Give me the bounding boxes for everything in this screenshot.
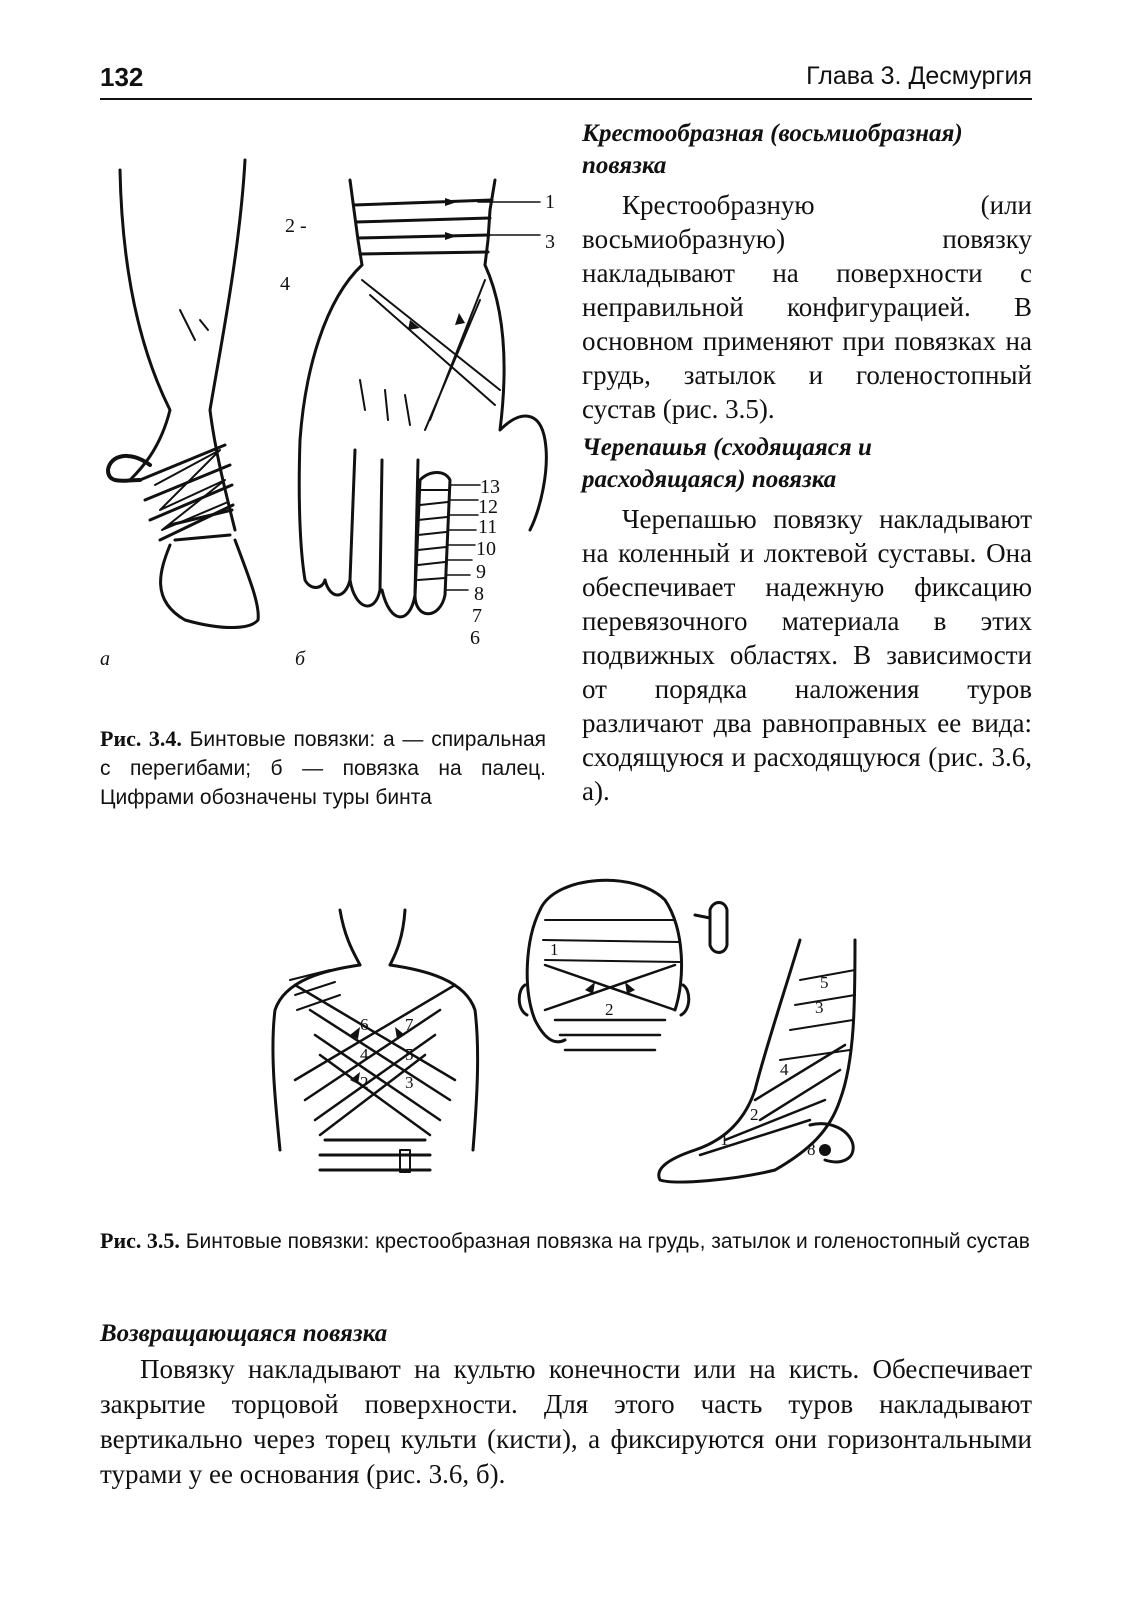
fig35-head-label-2: 2 — [605, 1000, 614, 1019]
fig34-label-7: 7 — [472, 605, 482, 627]
page-number: 132 — [100, 62, 144, 92]
fig34-label-9: 9 — [476, 561, 486, 583]
page-header — [100, 62, 1032, 100]
figure-3-5-caption-label: Рис. 3.5. — [100, 1228, 180, 1253]
figure-3-5-caption — [100, 1226, 1032, 1256]
section-heading-cruciform: Крестообразная (восьмиобразная) повязка — [582, 120, 963, 179]
fig35-head-label-1: 1 — [550, 940, 559, 959]
figure-3-5-caption-text: Бинтовые повязки: крестообразная повязка на грудь, затылок и голеностопный сустав — [185, 1230, 1030, 1253]
fig35-foot-label-4: 4 — [780, 1060, 789, 1079]
fig35-foot-label-5: 5 — [820, 973, 829, 992]
bottom-section — [100, 1318, 1032, 1492]
section-text-returning: Повязку накладывают на культю конечности или на кисть. Обеспечивает закрытие торцовой поверхности. Для этого часть туров накладывают вертикально через торец культи (кисти), а фиксируются они горизонтальными турами у ее основания (рис. 3.6, б). — [100, 1354, 1032, 1489]
figure-3-5 — [255, 870, 885, 1210]
fig34-label-10: 10 — [476, 538, 496, 560]
fig34-label-8: 8 — [474, 583, 484, 605]
fig35-foot-label-1: 1 — [720, 1130, 729, 1149]
fig34-label-1: 1 — [545, 191, 555, 213]
fig34-label-13: 13 — [480, 476, 500, 498]
fig35-chest-label-2: 2 — [360, 1073, 369, 1092]
fig35-foot-label-8: 8 — [807, 1140, 816, 1159]
fig34-label-2: 2 - — [285, 215, 307, 237]
figure-3-4-caption-label: Рис. 3.4. — [100, 726, 182, 751]
fig34-label-11: 11 — [478, 516, 498, 538]
fig35-chest-label-6: 6 — [360, 1015, 369, 1034]
figure-3-4-caption-text: Бинтовые повязки: а — спиральная с перегибами; б — повязка на палец. Цифрами обозначены туры бинта — [100, 728, 546, 809]
fig34-panel-a-label: а — [100, 648, 110, 670]
fig35-foot-label-2: 2 — [750, 1105, 759, 1124]
fig34-panel-b-label: б — [295, 648, 306, 670]
chapter-title: Глава 3. Десмургия — [806, 62, 1032, 90]
figure-3-4-caption — [100, 724, 546, 812]
fig34-label-3: 3 — [545, 231, 555, 253]
section-text-cruciform: Крестообразную (или восьмиобразную) повязку накладывают на поверхности с неправильной конфигурацией. В основном применяют при повязках на грудь, затылок и голеностопный сустав (рис. 3.5). — [582, 190, 1032, 424]
fig35-chest-label-3: 3 — [405, 1073, 414, 1092]
fig35-chest-label-5: 5 — [405, 1045, 414, 1064]
figure-3-4 — [100, 150, 560, 690]
section-heading-turtle: Черепашья (сходящаяся и расходящаяся) повязка — [582, 434, 872, 493]
figure-3-5-illustration — [255, 870, 885, 1210]
fig34-label-4: 4 — [280, 273, 290, 295]
fig34-label-12: 12 — [478, 496, 498, 518]
fig35-chest-label-4: 4 — [360, 1045, 369, 1064]
section-text-turtle: Черепашью повязку накладывают на коленный и локтевой суставы. Она обеспечивает надежную фиксацию перевязочного материала в этих подвижных областях. В зависимости от порядка наложения туров различают два равноправных ее вида: сходящуюся и расходящуюся (рис. 3.6, а). — [582, 504, 1032, 806]
fig35-foot-label-3: 3 — [815, 998, 824, 1017]
fig35-chest-label-7: 7 — [405, 1015, 414, 1034]
right-text-column — [582, 118, 1032, 808]
figure-3-4-illustration — [100, 150, 560, 690]
fig34-label-6: 6 — [470, 627, 480, 649]
section-heading-returning: Возвращающаяся повязка — [100, 1320, 388, 1347]
